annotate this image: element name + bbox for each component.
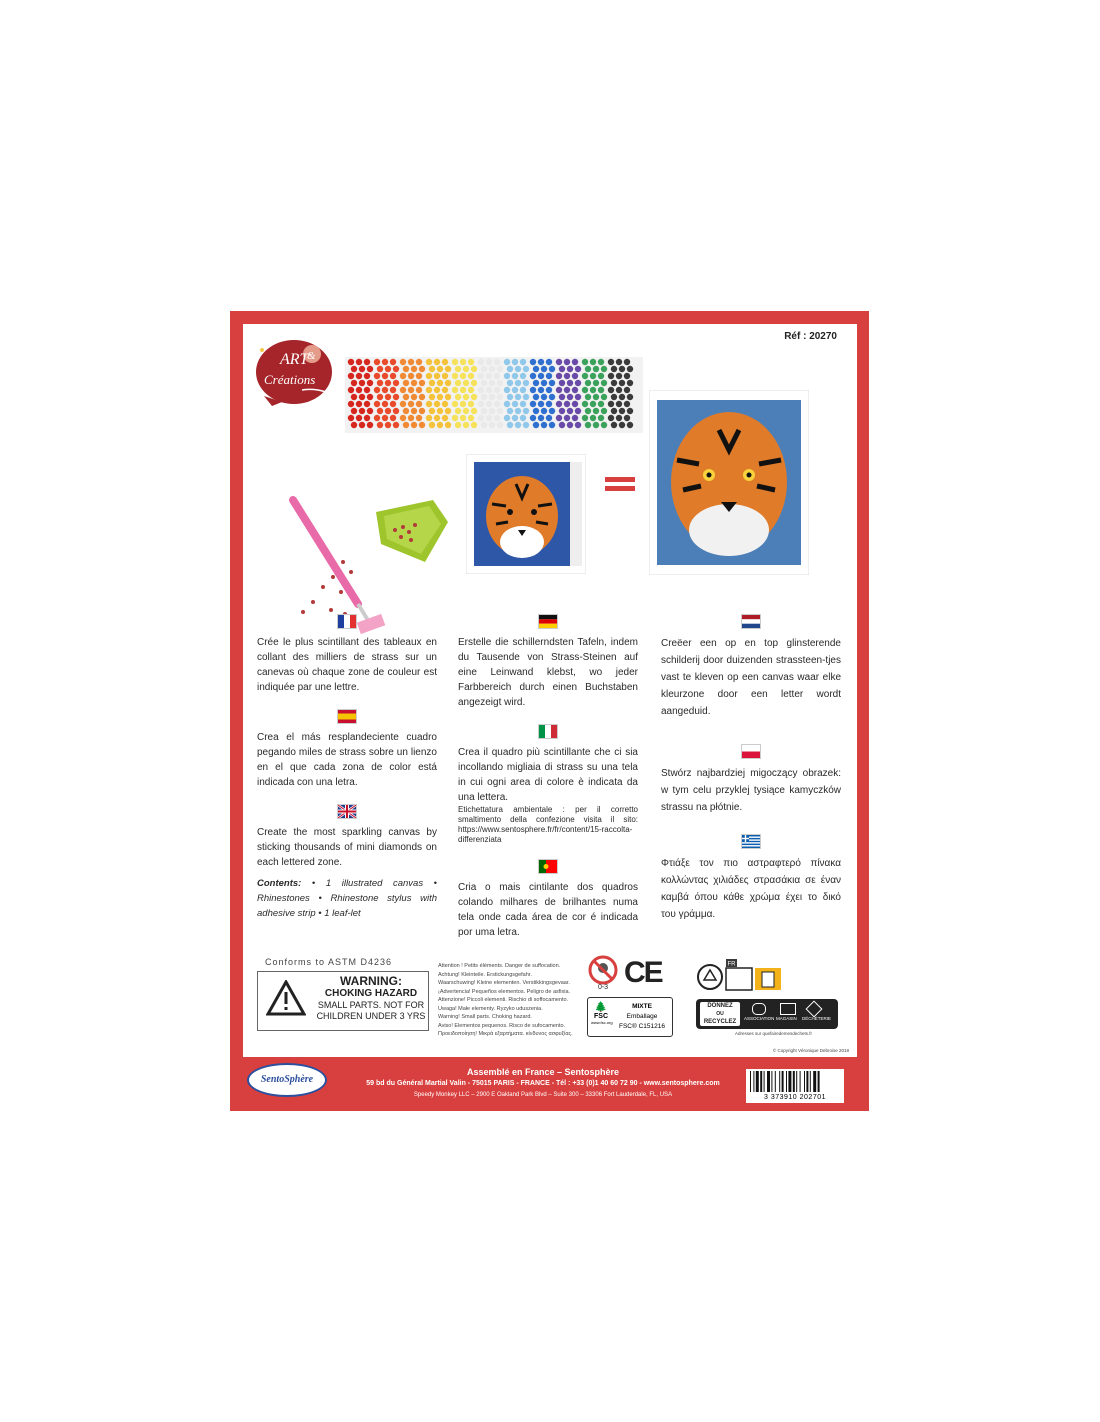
large-tiger-canvas-image — [649, 390, 809, 575]
warning-line: Attention ! Petits éléments. Danger de suffocation. — [438, 963, 561, 969]
age-restriction-icon — [586, 955, 620, 991]
fsc-logo-text: FSC — [594, 1013, 608, 1020]
barcode-bars — [746, 1069, 844, 1093]
recyclez-label: RECYCLEZ — [703, 1019, 737, 1025]
copyright: © Copyright Véronique Debroise 2018 — [772, 1048, 849, 1053]
text-de: Erstelle die schillerndsten Tafeln, indem du Tausende von Strass-Steinen auf eine Leinwand klebst, wo jeder Farbbereich durch einen Buchstaben angezeigt wird. — [458, 637, 638, 708]
warning-subtitle: CHOKING HAZARD — [324, 988, 418, 999]
package-content-panel — [243, 324, 857, 1057]
ce-mark: CE — [624, 956, 662, 989]
text-en: Create the most sparkling canvas by sticking thousands of mini diamonds on each lettered zone. — [257, 827, 437, 868]
warning-text-line2: CHILDREN UNDER 3 YRS — [316, 1011, 426, 1021]
ou-label: OU — [716, 1011, 724, 1017]
warning-line: Attenzione! Piccoli elementi. Rischio di soffocamento. — [438, 997, 569, 1003]
netherlands-flag-icon — [741, 614, 761, 629]
france-flag-icon — [337, 614, 357, 629]
barcode-number: 3 373910 202701 — [764, 1094, 826, 1101]
association-label: ASSOCIATION — [744, 1016, 775, 1021]
warning-line: Aviso! Elementos pequenos. Risco de sufocamento. — [438, 1022, 566, 1029]
warning-line: Warning! Small parts. Choking hazard. — [438, 1014, 532, 1020]
recycle-site: Adresses sur quefairedemesdechets.fr — [735, 1031, 813, 1036]
heart-hand-icon — [752, 1003, 766, 1015]
barcode — [746, 1069, 844, 1103]
dump-icon — [806, 1001, 823, 1018]
poland-flag-icon — [741, 744, 761, 759]
text-it: Crea il quadro più scintillante che ci sia incollando migliaia di strass su una tela in cui ogni area di colore è indicata da una lettera. — [458, 747, 638, 803]
shop-icon — [780, 1003, 796, 1015]
text-pt: Cria o mais cintilante dos quadros colando milhares de brilhantes numa tela onde cada área de cor é indicada por uma letra. — [458, 882, 638, 938]
footer-us-address: Speedy Monkey LLC – 2900 E Oakland Park Blvd – Suite 300 – 33306 Fort Lauderdale, FL, USA — [413, 1092, 673, 1098]
italy-flag-icon — [538, 724, 558, 739]
warning-line: Waarschuwing! Kleine elementen. Verstikkingsgevaar. — [438, 980, 570, 986]
logo-amp-text: & — [307, 350, 316, 362]
fsc-label: 🌲 FSC www.fsc.org MIXTE Emballage FSC® C151216 — [587, 997, 673, 1037]
magasin-label: MAGASIN — [776, 1016, 797, 1021]
reference-number: Réf : 20270 — [784, 331, 837, 342]
multilingual-warnings — [438, 962, 590, 1039]
fsc-site: www.fsc.org — [591, 1020, 613, 1025]
text-pl: Stwórz najbardziej migoczący obrazek: w tym celu przyklej tysiące kamyczków strassu na płótnie. — [661, 768, 841, 813]
fsc-mixte: MIXTE — [632, 1003, 652, 1010]
uk-flag-icon — [337, 804, 357, 819]
astm-conformity: Conforms to ASTM D4236 — [265, 957, 393, 967]
choking-warning-box — [257, 971, 429, 1031]
contents-text: • 1 illustrated canvas • Rhinestones • Rhinestone stylus with adhesive strip • 1 leaf-let — [257, 878, 437, 919]
greece-flag-icon — [741, 834, 761, 849]
recycle-donnez-banner — [696, 999, 838, 1029]
warning-line: ¡Advertencia! Pequeños elementos. Peligro de asfixia. — [438, 988, 571, 995]
decheterie-label: DÉCHÈTERIE — [802, 1016, 832, 1021]
germany-flag-icon — [538, 614, 558, 629]
warning-line: Achtung! Kleinteile. Erstickungsgefahr. — [438, 971, 532, 978]
rhinestone-strips-image — [345, 357, 643, 433]
warning-text-line1: SMALL PARTS. NOT FOR — [317, 1000, 425, 1010]
small-tiger-canvas-image — [466, 454, 586, 574]
text-es: Crea el más resplandeciente cuadro pegando miles de strass sobre un lienzo en el que cada zona de color está indicada con una letra. — [257, 732, 437, 788]
text-nl: Creëer een op en top glinsterende schilderij door duizenden strassteen-tjes vast te kleven op een canvas waar elke kleurzone door een letter wordt aangeduid. — [661, 638, 841, 717]
fsc-code: FSC® C151216 — [619, 1023, 665, 1030]
logo-art-text: ART — [280, 351, 309, 368]
contents-label: Contents: — [257, 878, 302, 889]
sentosphere-logo — [247, 1063, 327, 1097]
warning-line: Προειδοποίηση! Μικρά εξαρτήματα. κίνδυνος ασφυξίας. — [438, 1031, 573, 1037]
text-column-left — [257, 614, 437, 935]
recycle-fr-label: FR — [727, 961, 736, 968]
text-column-middle — [458, 614, 638, 954]
text-it-env: Etichettatura ambientale : per il corretto smaltimento della confezione visita il sito: https://www.sentosphere.fr/fr/content/15-raccolta-differenziata — [458, 805, 638, 844]
equals-sign — [605, 477, 635, 491]
package-footer — [243, 1057, 857, 1105]
warning-title: WARNING: — [340, 974, 402, 988]
warning-triangle-icon — [266, 980, 306, 1016]
age-label: 0-3 — [597, 984, 609, 991]
art-creations-logo — [252, 334, 342, 406]
warning-line: Uwaga! Małe elementy. Ryzyko uduszenia. — [438, 1005, 543, 1012]
spain-flag-icon — [337, 709, 357, 724]
sentosphere-logo-text: SentoSphère — [260, 1074, 314, 1085]
text-column-right — [661, 614, 841, 937]
fsc-emballage: Emballage — [626, 1013, 658, 1020]
donnez-label: DONNEZ — [707, 1003, 733, 1009]
footer-assembled: Assemblé en France – Sentosphère — [466, 1067, 620, 1077]
triman-recycling-icons — [696, 956, 786, 994]
portugal-flag-icon — [538, 859, 558, 874]
footer-address: 59 bd du Général Martial Valin - 75015 PARIS - FRANCE - Tél : +33 (0)1 40 60 72 90 - www.sentosphere.com — [366, 1080, 720, 1087]
text-gr: Φτιάξε τον πιο αστραφτερό πίνακα κολλώντας χιλιάδες στρασάκια σε έναν καμβά όπου κάθε χρώμα έχει το δικό του γράμμα. — [661, 858, 841, 920]
logo-creations-text: Créations — [264, 372, 316, 387]
text-fr: Crée le plus scintillant des tableaux en collant des milliers de strass sur un canevas où chaque zone de couleur est indiquée par une lettre. — [257, 637, 437, 693]
